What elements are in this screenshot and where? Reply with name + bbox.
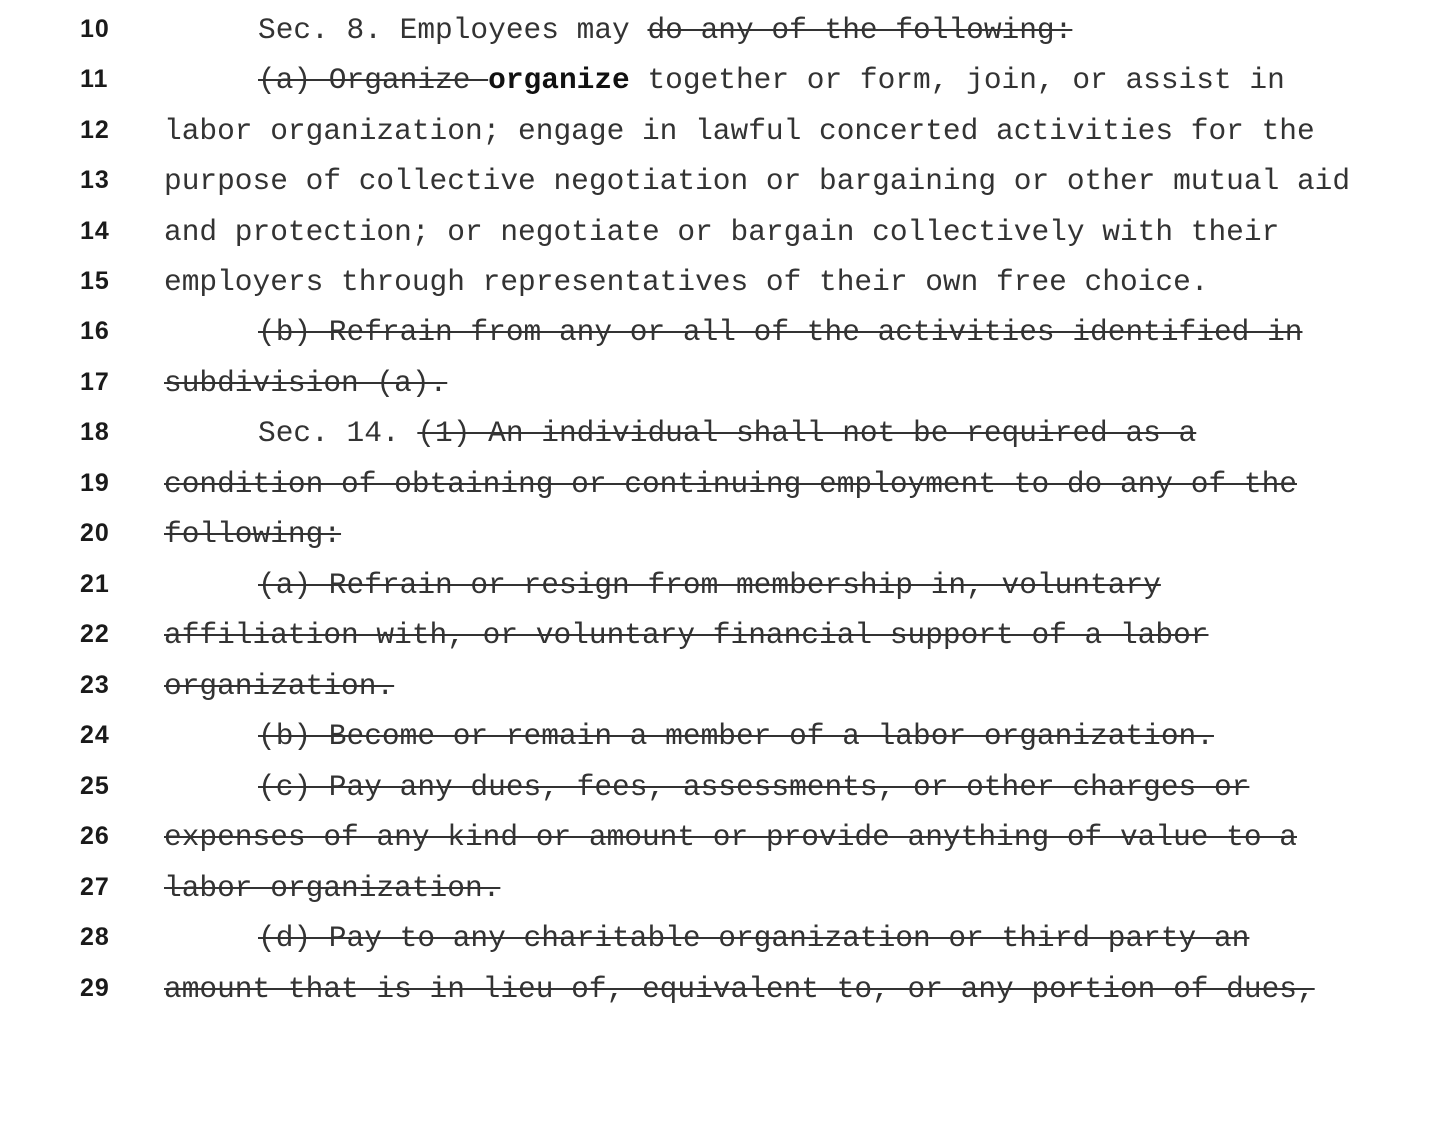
line-text: [164, 115, 1315, 147]
deleted-text: (a) Refrain or resign from membership in, voluntary: [258, 568, 1161, 602]
line-number: 26: [80, 822, 110, 850]
line-text: [164, 165, 1350, 197]
deleted-text: amount that is in lieu of, equivalent to, or any portion of dues,: [164, 972, 1315, 1006]
line-text: [164, 821, 1297, 853]
inserted-text: organize: [488, 63, 630, 97]
document-line: [0, 821, 1440, 871]
line-number: 13: [80, 166, 110, 194]
line-number: 20: [80, 519, 110, 547]
line-number: 10: [80, 15, 110, 43]
deleted-text: do any of the following:: [647, 13, 1073, 47]
document-line: [0, 165, 1440, 215]
line-text: [164, 872, 500, 904]
deleted-text: subdivision (a).: [164, 366, 448, 400]
deleted-text: (d) Pay to any charitable organization or third party an: [258, 921, 1250, 955]
line-number: 22: [80, 620, 110, 648]
line-text: [258, 720, 1214, 752]
text-segment: labor organization; engage in lawful concerted activities for the: [164, 114, 1315, 148]
document-line: [0, 922, 1440, 972]
line-text: [258, 417, 1196, 449]
text-segment: together or form, join, or assist in: [629, 63, 1285, 97]
document-line: [0, 367, 1440, 417]
line-number: 25: [80, 772, 110, 800]
line-number: 18: [80, 418, 110, 446]
document-line: [0, 973, 1440, 1023]
deleted-text: (1) An individual shall not be required as a: [417, 416, 1197, 450]
line-number: 16: [80, 317, 110, 345]
line-text: [164, 367, 447, 399]
deleted-text: (b) Refrain from any or all of the activities identified in: [258, 315, 1303, 349]
deleted-text: condition of obtaining or continuing employment to do any of the: [164, 467, 1297, 501]
line-number: 19: [80, 469, 110, 497]
deleted-text: following:: [164, 517, 342, 551]
line-number: 23: [80, 671, 110, 699]
line-text: [258, 922, 1249, 954]
document-line: [0, 417, 1440, 467]
text-segment: and protection; or negotiate or bargain collectively with their: [164, 215, 1280, 249]
text-segment: purpose of collective negotiation or bargaining or other mutual aid: [164, 164, 1351, 198]
document-line: [0, 670, 1440, 720]
line-number: 24: [80, 721, 110, 749]
line-text: [258, 771, 1249, 803]
line-text: [164, 619, 1208, 651]
line-number: 27: [80, 873, 110, 901]
line-number: 17: [80, 368, 110, 396]
deleted-text: organization.: [164, 669, 395, 703]
line-text: [164, 518, 341, 550]
document-line: [0, 771, 1440, 821]
document-line: [0, 14, 1440, 64]
line-text: [258, 316, 1302, 348]
document-line: [0, 569, 1440, 619]
line-number: 14: [80, 217, 110, 245]
line-number: 15: [80, 267, 110, 295]
line-text: [164, 216, 1279, 248]
deleted-text: expenses of any kind or amount or provide anything of value to a: [164, 820, 1297, 854]
text-segment: Sec. 14.: [258, 416, 418, 450]
line-number: 11: [80, 65, 109, 93]
document-line: [0, 468, 1440, 518]
document-line: [0, 720, 1440, 770]
text-segment: Sec. 8. Employees may: [258, 13, 648, 47]
line-text: [164, 670, 394, 702]
line-text: [164, 266, 1208, 298]
deleted-text: affiliation with, or voluntary financial support of a labor: [164, 618, 1209, 652]
document-line: [0, 518, 1440, 568]
line-number: 28: [80, 923, 110, 951]
line-text: [164, 973, 1315, 1005]
document-line: [0, 872, 1440, 922]
document-line: [0, 266, 1440, 316]
deleted-text: (b) Become or remain a member of a labor organization.: [258, 719, 1214, 753]
document-line: [0, 64, 1440, 114]
document-line: [0, 316, 1440, 366]
line-text: [258, 64, 1285, 96]
document-line: [0, 115, 1440, 165]
line-text: [164, 468, 1297, 500]
line-number: 12: [80, 116, 110, 144]
deleted-text: (c) Pay any dues, fees, assessments, or other charges or: [258, 770, 1250, 804]
document-line: [0, 619, 1440, 669]
deleted-text: (a) Organize: [258, 63, 489, 97]
text-segment: employers through representatives of their own free choice.: [164, 265, 1209, 299]
deleted-text: labor organization.: [164, 871, 501, 905]
line-number: 29: [80, 974, 110, 1002]
line-text: [258, 569, 1161, 601]
document-line: [0, 216, 1440, 266]
line-number: 21: [80, 570, 110, 598]
line-text: [258, 14, 1072, 46]
